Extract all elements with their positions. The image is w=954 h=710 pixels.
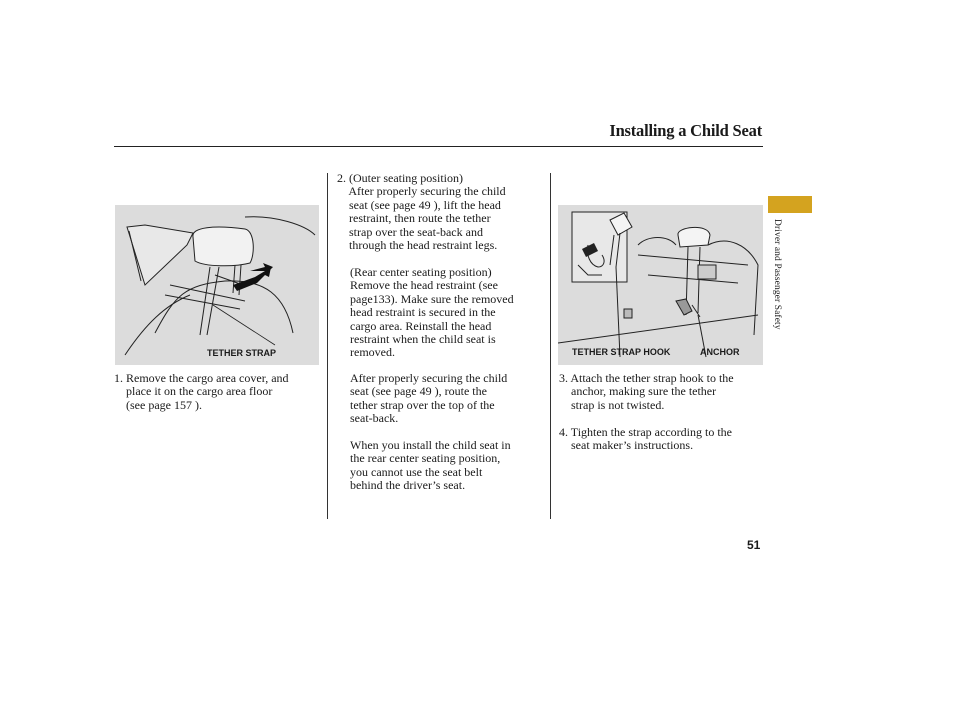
column-divider-2 bbox=[550, 173, 551, 519]
rear-center-text: (Rear center seating position) Remove the head restraint (see page133). Make sure the removed head restraint is secured in the cargo area. Reinstall the head restraint when the child seat is removed. bbox=[350, 265, 514, 360]
step-4-text: 4. Tighten the strap according to the seat maker’s instructions. bbox=[559, 425, 732, 453]
column-divider-1 bbox=[327, 173, 328, 519]
tether-hook-anchor-illustration bbox=[558, 205, 763, 365]
step-2-text: 2. (Outer seating position) After properly securing the child seat (see page 49 ), lift the head restraint, then route the tether strap over the seat-back and through the head restraint legs. bbox=[337, 171, 506, 253]
page-title: Installing a Child Seat bbox=[609, 121, 762, 140]
step-1-text: 1. Remove the cargo area cover, and place it on the cargo area floor (see page 157 ). bbox=[114, 371, 289, 412]
anchor-caption: ANCHOR bbox=[700, 347, 740, 357]
section-tab-label: Driver and Passenger Safety bbox=[772, 219, 782, 330]
step-3-text: 3. Attach the tether strap hook to the anchor, making sure the tether strap is not twisted. bbox=[559, 371, 734, 412]
page-number: 51 bbox=[747, 538, 761, 552]
tether-strap-caption: TETHER STRAP bbox=[207, 348, 277, 358]
cargo-anchor-drawing bbox=[558, 205, 763, 365]
tether-strap-illustration bbox=[115, 205, 319, 365]
header-rule bbox=[114, 146, 763, 147]
seat-headrest-drawing bbox=[115, 205, 319, 365]
rear-center-note-text: When you install the child seat in the rear center seating position, you cannot use the seat belt behind the driver’s seat. bbox=[350, 438, 511, 493]
tether-strap-hook-caption: TETHER STRAP HOOK bbox=[572, 347, 671, 357]
section-tab bbox=[768, 196, 812, 213]
after-securing-text: After properly securing the child seat (see page 49 ), route the tether strap over the top of the seat-back. bbox=[350, 371, 508, 426]
